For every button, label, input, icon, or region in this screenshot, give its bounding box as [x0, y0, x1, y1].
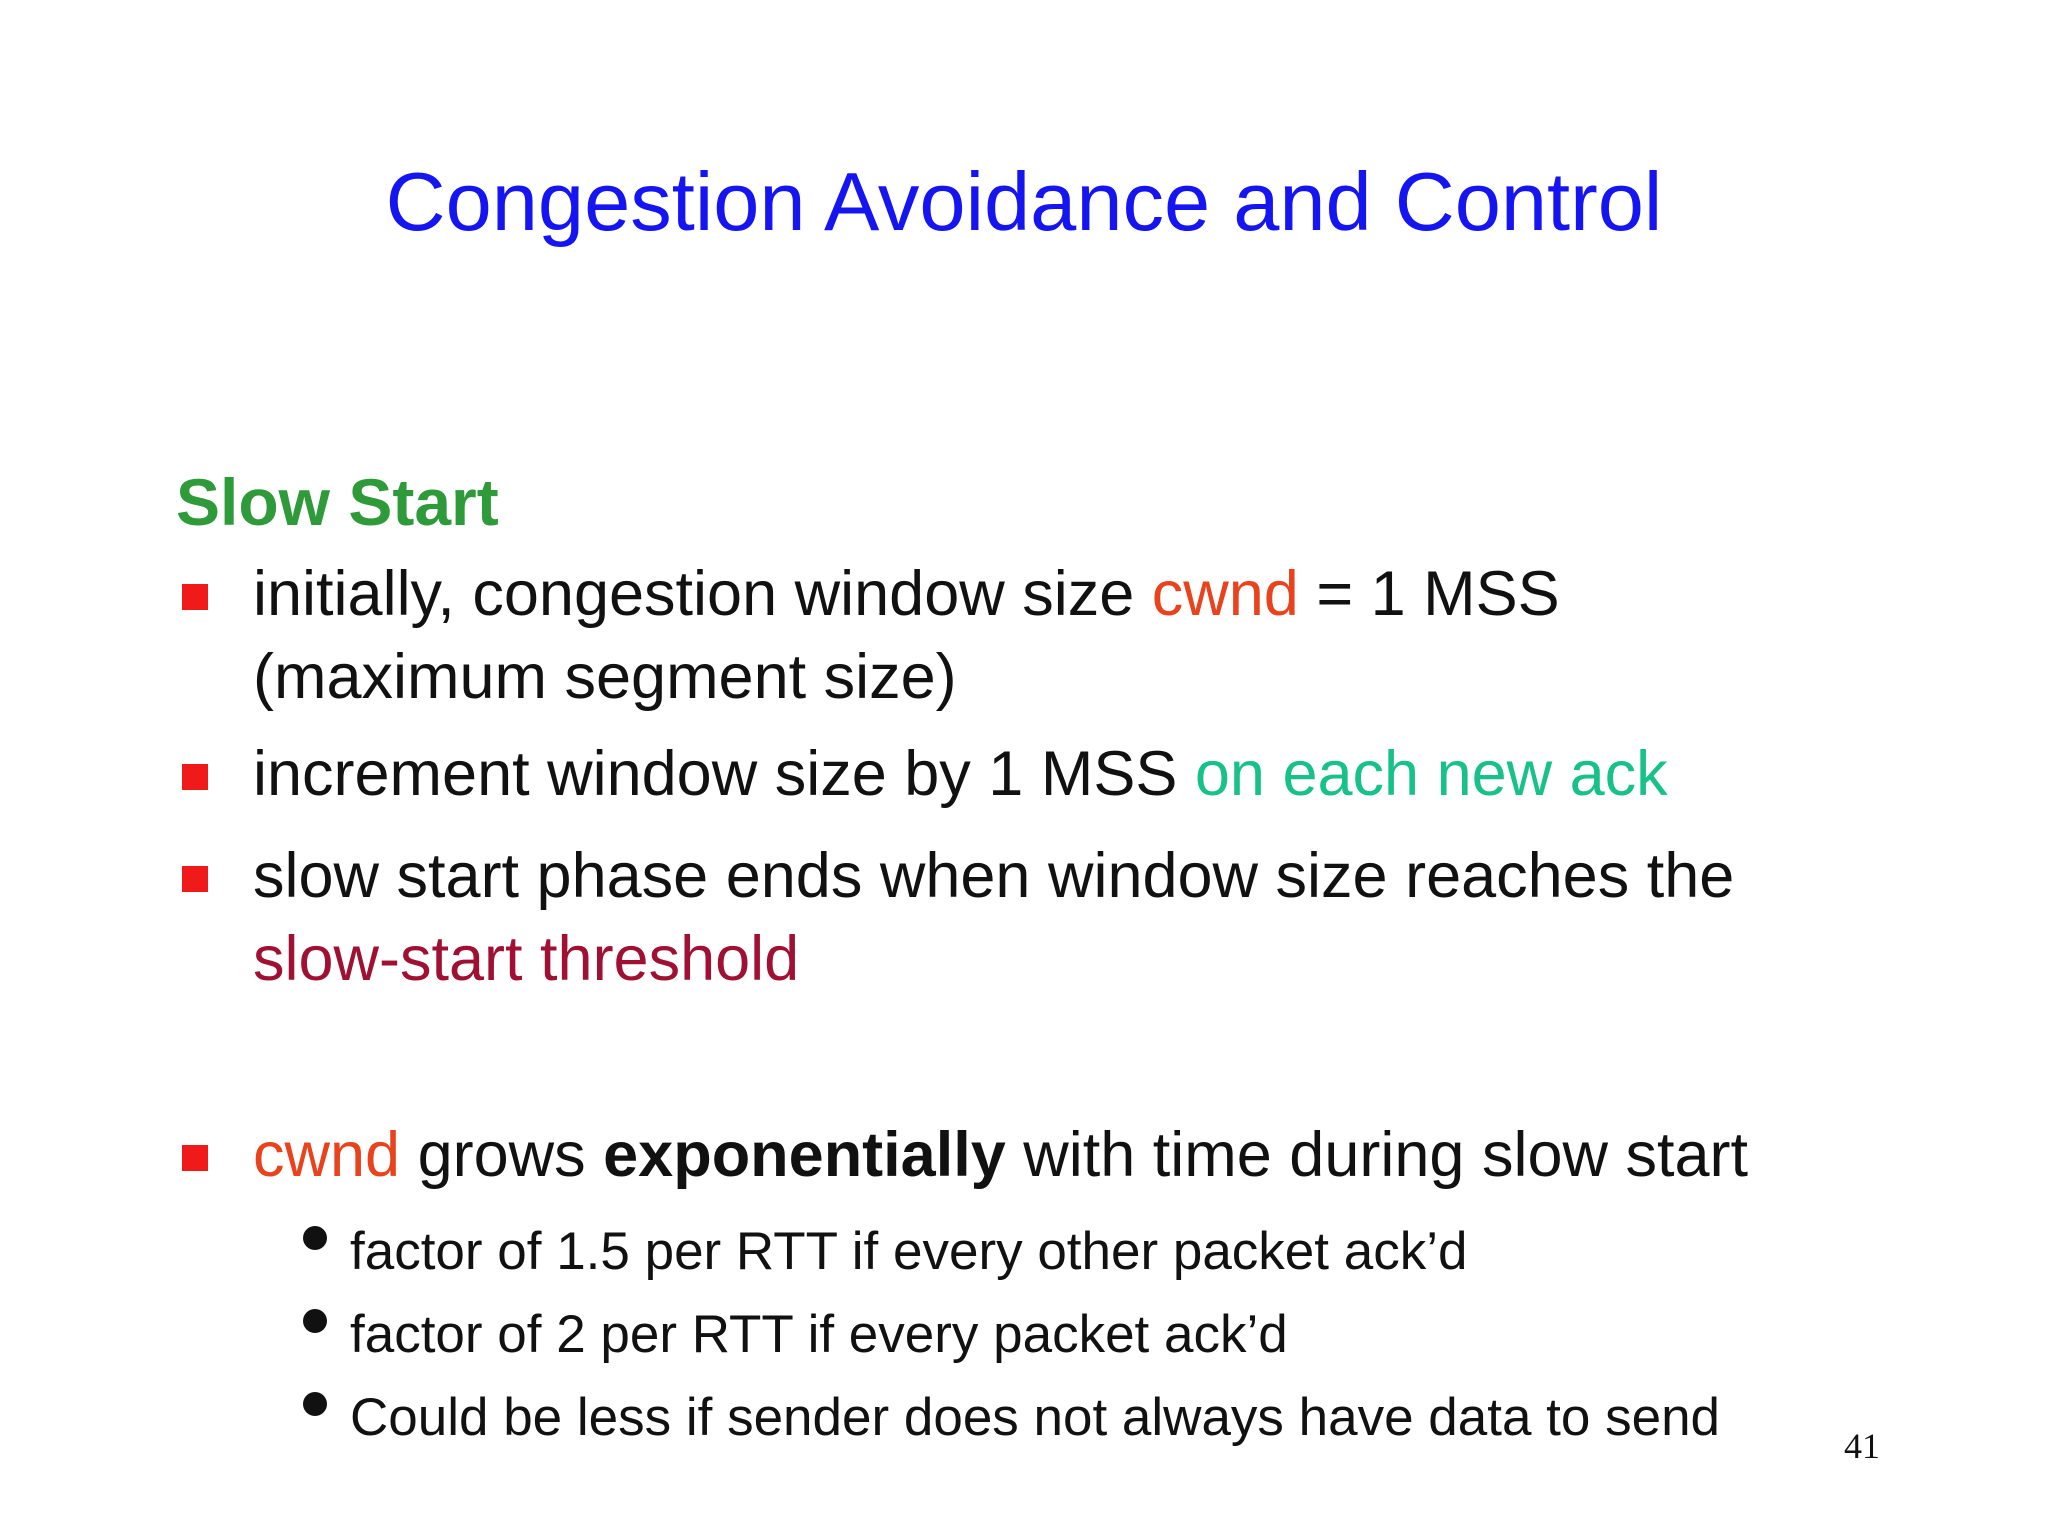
- exponentially-term: exponentially: [603, 1120, 1006, 1190]
- bullet-item-initial-cwnd: [253, 553, 1903, 719]
- round-bullet-icon: [303, 1309, 327, 1333]
- sub-bullet-item: Could be less if sender does not always have data to send: [350, 1388, 1721, 1447]
- ack-term: on each new ack: [1194, 739, 1668, 809]
- bullet-line: initially, congestion window size cwnd = 1 MSS: [253, 559, 1560, 629]
- bullet-line: (maximum segment size): [253, 642, 957, 712]
- square-bullet-icon: [182, 584, 208, 610]
- bullet-line: cwnd grows exponentially with time during slow start: [253, 1120, 1748, 1190]
- threshold-term: slow-start threshold: [253, 924, 800, 994]
- bullet-line: increment window size by 1 MSS on each new ack: [253, 739, 1668, 809]
- round-bullet-icon: [303, 1392, 327, 1416]
- round-bullet-icon: [303, 1226, 327, 1250]
- sub-bullet-item: factor of 2 per RTT if every packet ack’d: [350, 1305, 1288, 1364]
- bullet-item-exponential: [253, 1114, 1903, 1197]
- square-bullet-icon: [182, 764, 208, 790]
- cwnd-term: cwnd: [1151, 559, 1299, 629]
- bullet-item-increment: [253, 733, 1903, 816]
- sub-bullet-item: factor of 1.5 per RTT if every other packet ack’d: [350, 1222, 1468, 1281]
- square-bullet-icon: [182, 866, 208, 892]
- square-bullet-icon: [182, 1145, 208, 1171]
- slide-title: Congestion Avoidance and Control: [385, 155, 1663, 248]
- bullet-line: slow start phase ends when window size reaches the: [253, 841, 1735, 911]
- bullet-item-phase-end: [253, 835, 1903, 1001]
- cwnd-term: cwnd: [253, 1120, 401, 1190]
- section-heading: Slow Start: [176, 465, 499, 539]
- page-number: 41: [1844, 1426, 1880, 1466]
